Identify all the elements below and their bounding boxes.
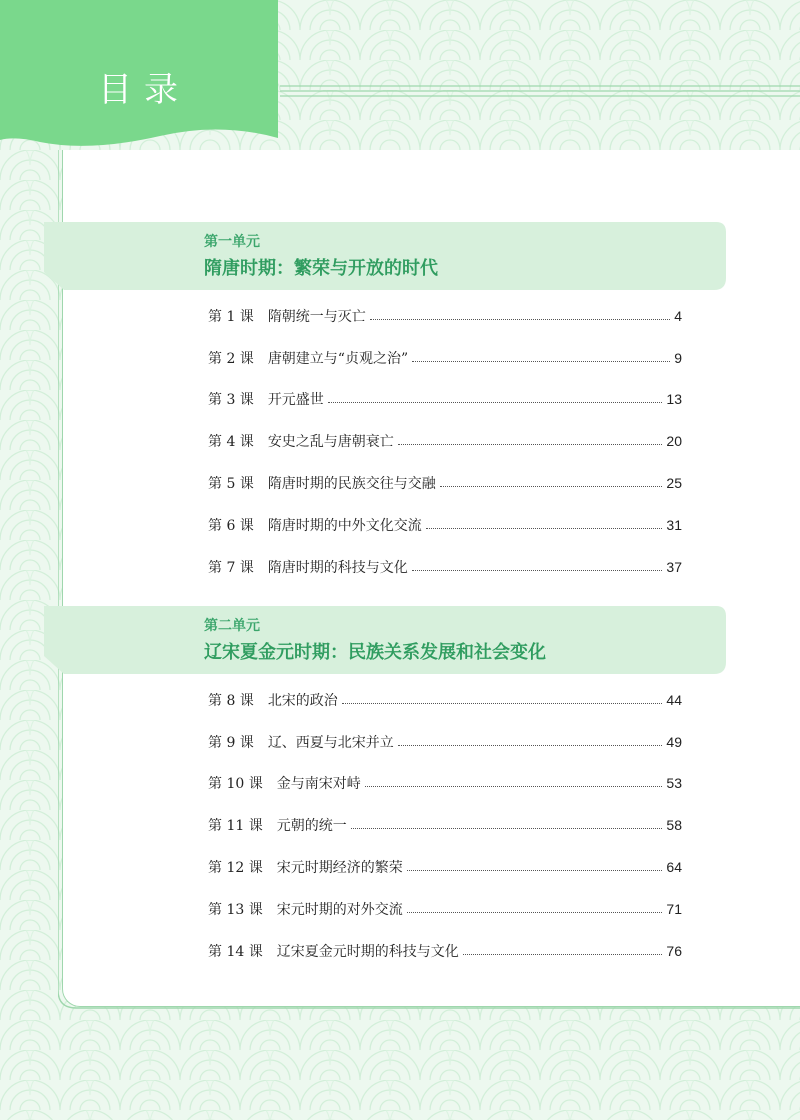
lesson-list — [208, 679, 682, 972]
header-rule-lines — [280, 84, 800, 98]
toc-row[interactable] — [208, 721, 682, 763]
unit-header — [44, 222, 726, 290]
page-number: 37 — [666, 558, 682, 575]
lesson-number: 第 9 课 — [208, 734, 254, 751]
unit-title: 辽宋夏金元时期：民族关系发展和社会变化 — [204, 642, 546, 663]
toc-row[interactable] — [208, 546, 682, 588]
toc-row[interactable] — [208, 930, 682, 972]
page-number: 76 — [666, 942, 682, 959]
lesson-title: 隋唐时期的民族交往与交融 — [267, 476, 436, 493]
toc-row[interactable] — [208, 504, 682, 546]
dot-leader — [398, 443, 663, 445]
page-title: 目录 — [98, 70, 190, 110]
lesson-title: 元朝的统一 — [276, 818, 347, 835]
lesson-title: 隋唐时期的科技与文化 — [267, 559, 408, 576]
toc-row[interactable] — [208, 804, 682, 846]
lesson-title: 开元盛世 — [267, 392, 324, 409]
dot-leader — [351, 827, 663, 829]
lesson-number: 第 2 课 — [208, 350, 254, 367]
lesson-title: 北宋的政治 — [267, 692, 338, 709]
lesson-number: 第 10 课 — [208, 776, 263, 793]
toc-row[interactable] — [208, 679, 682, 721]
dot-leader — [342, 702, 663, 704]
page-number: 44 — [666, 691, 682, 708]
lesson-title: 宋元时期的对外交流 — [276, 901, 403, 918]
lesson-number: 第 4 课 — [208, 434, 254, 451]
page-number: 64 — [666, 859, 682, 876]
page-number: 71 — [666, 900, 682, 917]
lesson-title: 宋元时期经济的繁荣 — [276, 860, 403, 877]
page-number: 20 — [666, 433, 682, 450]
dot-leader — [407, 911, 663, 913]
page-number: 49 — [666, 733, 682, 750]
lesson-number: 第 8 课 — [208, 692, 254, 709]
dot-leader — [426, 527, 663, 529]
lesson-title: 隋朝统一与灭亡 — [267, 308, 366, 325]
unit-header — [44, 606, 726, 674]
lesson-number: 第 6 课 — [208, 517, 254, 534]
dot-leader — [370, 318, 670, 320]
toc-row[interactable] — [208, 295, 682, 337]
dot-leader — [328, 401, 663, 403]
toc-row[interactable] — [208, 337, 682, 379]
dot-leader — [412, 569, 663, 571]
lesson-title: 安史之乱与唐朝衰亡 — [267, 434, 394, 451]
page-number: 13 — [666, 391, 682, 408]
page-number: 9 — [674, 349, 682, 366]
page-number: 31 — [666, 516, 682, 533]
lesson-title: 金与南宋对峙 — [276, 776, 361, 793]
toc-row[interactable] — [208, 420, 682, 462]
lesson-number: 第 13 课 — [208, 901, 263, 918]
lesson-number: 第 14 课 — [208, 943, 263, 960]
toc-row[interactable] — [208, 846, 682, 888]
lesson-number: 第 11 课 — [208, 818, 263, 835]
dot-leader — [463, 953, 663, 955]
lesson-number: 第 7 课 — [208, 559, 254, 576]
lesson-number: 第 12 课 — [208, 860, 263, 877]
lesson-title: 辽、西夏与北宋并立 — [267, 734, 394, 751]
page-number: 25 — [666, 475, 682, 492]
dot-leader — [412, 360, 670, 362]
dot-leader — [365, 785, 663, 787]
toc-row[interactable] — [208, 763, 682, 805]
dot-leader — [407, 869, 663, 871]
toc-row[interactable] — [208, 888, 682, 930]
page-number: 53 — [666, 775, 682, 792]
unit-number: 第二单元 — [204, 618, 260, 634]
dot-leader — [440, 485, 663, 487]
dot-leader — [398, 744, 663, 746]
lesson-number: 第 1 课 — [208, 308, 254, 325]
page-number: 58 — [666, 817, 682, 834]
toc-row[interactable] — [208, 462, 682, 504]
lesson-title: 唐朝建立与“贞观之治” — [267, 350, 409, 367]
unit-number: 第一单元 — [204, 234, 260, 250]
unit-title: 隋唐时期：繁荣与开放的时代 — [204, 258, 438, 279]
lesson-number: 第 5 课 — [208, 476, 254, 493]
lesson-title: 辽宋夏金元时期的科技与文化 — [276, 943, 459, 960]
lesson-number: 第 3 课 — [208, 392, 254, 409]
page-number: 4 — [674, 307, 682, 324]
lesson-title: 隋唐时期的中外文化交流 — [267, 517, 422, 534]
toc-row[interactable] — [208, 379, 682, 421]
lesson-list — [208, 295, 682, 588]
